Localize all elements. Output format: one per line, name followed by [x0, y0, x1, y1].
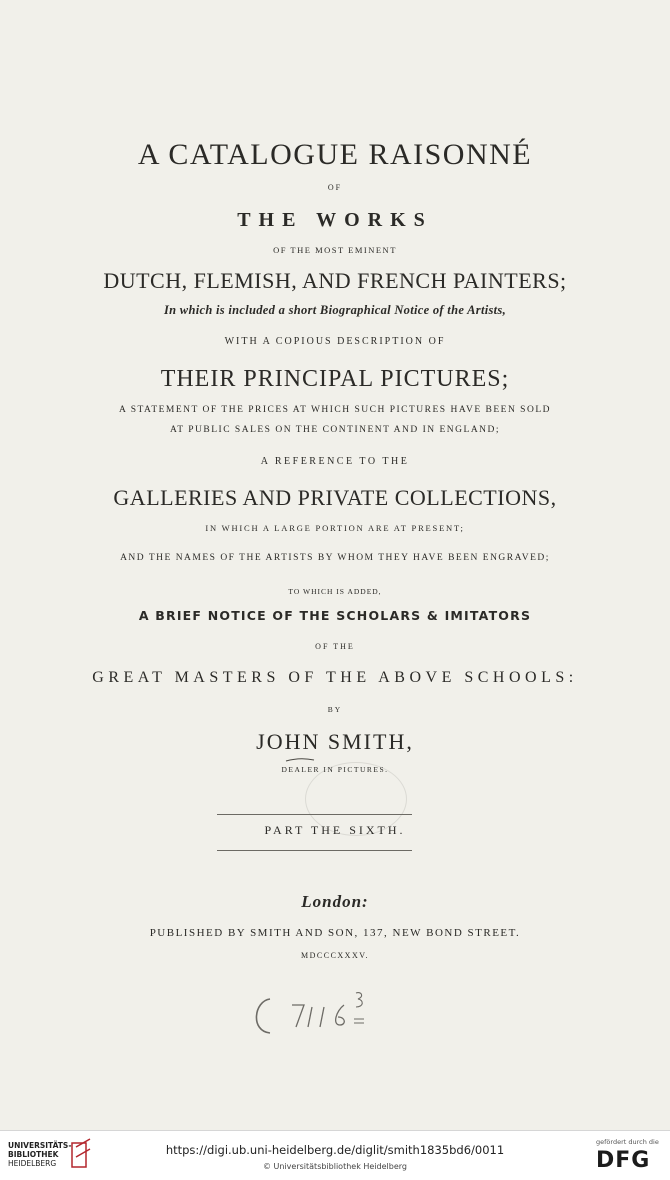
title-line-of-the: OF THE [315, 642, 355, 651]
title-line-painters: DUTCH, FLEMISH, AND FRENCH PAINTERS; [103, 268, 567, 293]
imprint-year: MDCCCXXXV. [301, 951, 369, 960]
title-line-scholars: A BRIEF NOTICE OF THE SCHOLARS & IMITATORS [138, 608, 532, 623]
copyright-notice: © Universitätsbibliothek Heidelberg [262, 1162, 407, 1171]
library-name-line1: UNIVERSITÄTS- [8, 1141, 72, 1150]
title-line-by: BY [327, 705, 343, 714]
title-line-copious: WITH A COPIOUS DESCRIPTION OF [224, 336, 446, 347]
library-name-line2: BIBLIOTHEK [8, 1150, 59, 1159]
title-line-reference: A REFERENCE TO THE [260, 456, 410, 467]
funding-note: gefördert durch die [596, 1138, 659, 1146]
handwritten-shelfmark [240, 985, 380, 1045]
swash-ornament [285, 758, 315, 762]
viewer-footer [0, 1130, 670, 1180]
title-line-galleries: GALLERIES AND PRIVATE COLLECTIONS, [113, 485, 557, 510]
library-name-line3: HEIDELBERG [8, 1159, 57, 1168]
part-label: PART THE SIXTH. [264, 823, 406, 837]
title-line-biographical: In which is included a short Biographical Notice of the Artists, [163, 303, 507, 317]
imprint-place: London: [301, 892, 369, 911]
title-line-most-eminent: OF THE MOST EMINENT [273, 245, 397, 255]
dfg-logo: DFG [596, 1148, 651, 1173]
title-line-engraved: AND THE NAMES OF THE ARTISTS BY WHOM THEY HAVE BEEN ENGRAVED; [120, 553, 550, 563]
title-line-public-sales: AT PUBLIC SALES ON THE CONTINENT AND IN ENGLAND; [169, 425, 501, 435]
title-line-added: TO WHICH IS ADDED, [288, 587, 382, 596]
author-name: JOHN SMITH, [256, 729, 414, 754]
title-line-statement: A STATEMENT OF THE PRICES AT WHICH SUCH PICTURES HAVE BEEN SOLD [118, 405, 551, 415]
document-url[interactable]: https://digi.ub.uni-heidelberg.de/diglit/smith1835bd6/0011 [165, 1143, 505, 1157]
author-occupation: DEALER IN PICTURES. [281, 765, 389, 774]
title-line-of: OF [327, 183, 343, 192]
imprint-publisher: PUBLISHED BY SMITH AND SON, 137, NEW BOND STREET. [149, 927, 521, 939]
divider-top [217, 814, 412, 815]
divider-bottom [217, 850, 412, 851]
title-line-the-works: THE WORKS [237, 209, 433, 231]
title-line-great-masters: GREAT MASTERS OF THE ABOVE SCHOOLS: [92, 669, 578, 686]
title-line-catalogue: A CATALOGUE RAISONNÉ [137, 138, 533, 171]
title-line-principal-pictures: THEIR PRINCIPAL PICTURES; [160, 366, 510, 392]
title-line-large-portion: IN WHICH A LARGE PORTION ARE AT PRESENT; [205, 523, 465, 533]
